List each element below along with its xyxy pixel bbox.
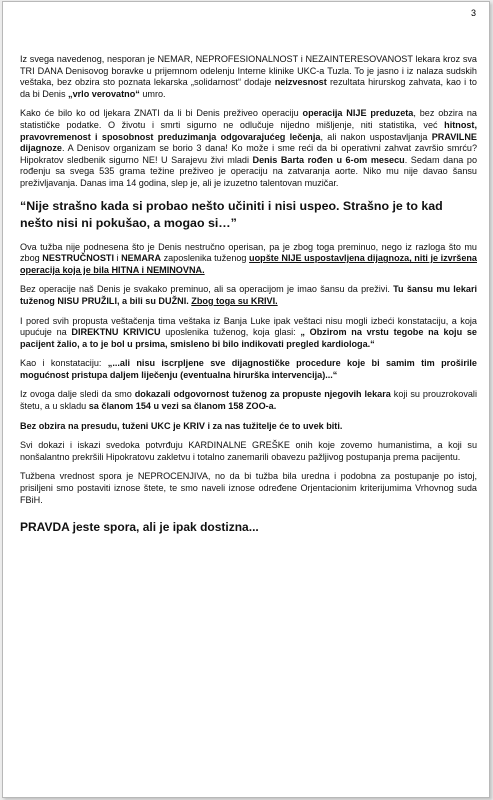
paragraph-liability: Iz ovoga dalje sledi da smo dokazali odgovornost tuženog za propuste njegovih lekara koji su prouzrokovali štetu, a u skladu sa članom 154 u vezi sa članom 158 ZOO-a. xyxy=(20,389,477,412)
paragraph-diagnosis: Kako će bilo ko od ljekara ZNATI da li bi Denis preživeo operaciju operacija NIJE preduzeta, bez obzira na statističke podatke. O životu i smrti sigurno ne odlučuje nijedno mišljenje, niti statistika, već hitnost, pravovremenost i sposobnost preduzimanja odgovarajućeg lečenja, ali nakon uspostavljanja PRAVILNE dijagnoze. A Denisov organizam se borio 3 dana! Ko može i sme reći da bi operativni zahvat završio smrću? Hipokratov sledbenik sigurno NE! U Sarajevu živi mladi Denis Barta rođen u 6-om mesecu. Sedam dana po rođenju sa svega 535 grama težine preživeo je operaciju na zatvaranja aorte. Niko mu nije davao šansu preživljavanja. Danas ima 14 godina, slep je, ali je izuzetno talentovan muzičar. xyxy=(20,108,477,188)
page-number: 3 xyxy=(470,8,476,18)
paragraph-expert-finding: I pored svih propusta veštačenja tima veštaka iz Banja Luke ipak veštaci nisu mogli izbeći konstataciju, a koja upućuje na DIREKTNU KRIVICU uposlenika tuženog, koja glasi: „ Obzirom na vrstu tegobe na koju se pacijent žalio, a to je bol u prsima, smisleno bi bilo indikovati pregled kardiologa.“ xyxy=(20,315,477,349)
quote: “Nije strašno kada si probao nešto učiniti i nisi uspeo. Strašno je to kad nešto nisi ni pokušao, a mogao si…” xyxy=(20,198,443,230)
document-page xyxy=(2,1,490,798)
paragraph-evidence: Svi dokazi i iskazi svedoka potvrđuju KARDINALNE GREŠKE onih koje zovemo humanistima, a koji su nonšalantno prekršili Hipokratovu zakletvu i totalno zanemarili obavezu pažljivog postupanja prema pacijentu. xyxy=(20,440,477,462)
paragraph-lawsuit-reason: Ova tužba nije podnesena što je Denis nestručno operisan, pa je zbog toga preminuo, nego iz razloga što mu zbog NESTRUČNOSTI i NEMARA zaposlenika tuženog uopšte NIJE uspostavljena dijagnoza, niti je izvršena operacija koja je bila HITNA i NEMINOVNA. xyxy=(20,241,477,275)
paragraph-chance: Bez operacije naš Denis je svakako preminuo, ali sa operacijom je imao šansu da preživi. Tu šansu mu lekari tuženog NISU PRUŽILI, a bili su DUŽNI. Zbog toga su KRIVI. xyxy=(20,284,478,306)
closing-statement: PRAVDA jeste spora, ali je ipak dostizna... xyxy=(20,520,259,535)
paragraph-guilty: Bez obzira na presudu, tuženi UKC je KRIV i za nas tužitelje će to uvek biti. xyxy=(20,420,343,431)
paragraph-second-finding: Kao i konstataciju: „...ali nisu iscrpljene sve dijagnostičke procedure koje bi samim tim proširile mogućnost pristupa daljem liječenju (eventualna hirurška intervencija)...“ xyxy=(20,358,477,380)
document-body xyxy=(20,54,477,543)
paragraph-claim-value: Tužbena vrednost spora je NEPROCENJIVA, no da bi tužba bila uredna i podobna za postupanje po istoj, prisiljeni smo postaviti iznose štete, te smo naveli iznose određene Orjentacionim kriterijumima Vrhovnog suda FBiH. xyxy=(20,471,477,505)
paragraph-negligence: Iz svega navedenog, nesporan je NEMAR, NEPROFESIONALNOST i NEZAINTERESOVANOST lekara kroz sva TRI DANA Denisovog boravke u prijemnom odelenju Interne klinike UKC-a Tuzla. To je jasno i iz nalaza sudskih veštaka, bez obzira sto poznata lekarska „solidarnost“ dodaje neizvesnost rezultata hirurskog zahvata, kao i to da bi Denis „vrlo verovatno“ umro. xyxy=(20,54,477,99)
